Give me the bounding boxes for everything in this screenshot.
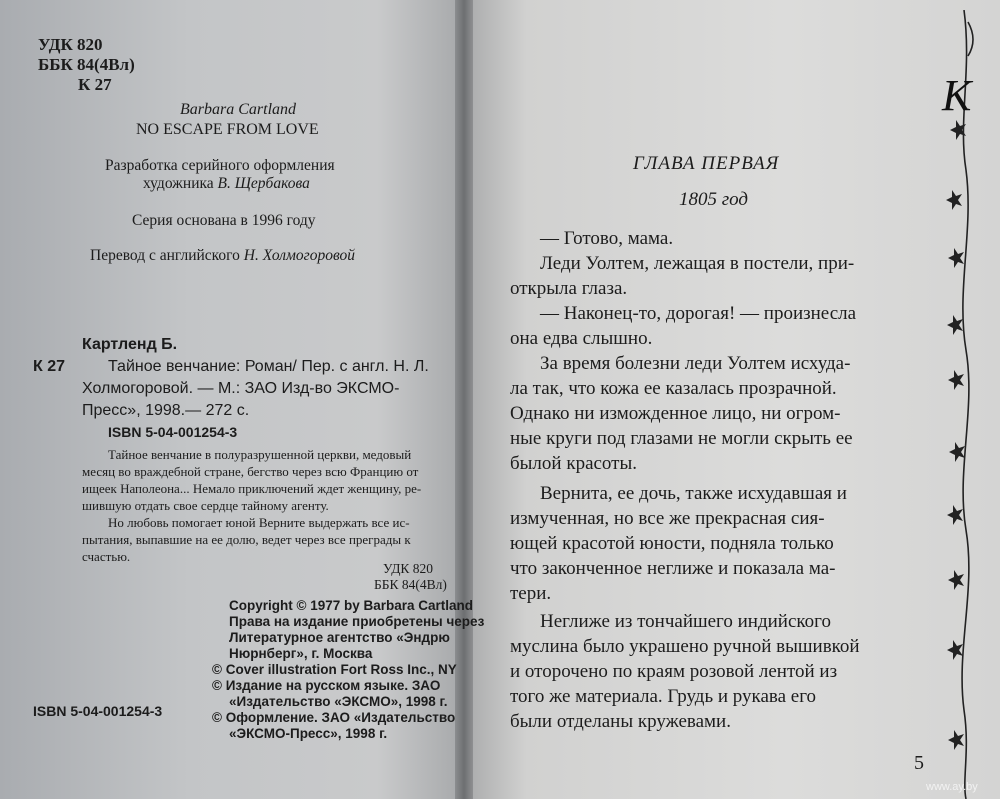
copyright-line: © Cover illustration Fort Ross Inc., NY (212, 662, 457, 677)
copyright-line: «Издательство «ЭКСМО», 1998 г. (229, 694, 448, 709)
text-line: тери. (510, 583, 552, 604)
annotation-line: пытания, выпавшие на ее долю, ведет через все преграды к (82, 532, 411, 547)
annotation-line: шившую отдать свое сердце тайному агенту. (82, 498, 329, 513)
text-line: ные круги под глазами не могли скрыть ее (510, 428, 853, 449)
text-line: ющей красотой юности, подняла только (510, 533, 834, 554)
text-line: — Наконец-то, дорогая! — произнесла (540, 303, 857, 324)
copyright-line: Литературное агентство «Эндрю (229, 630, 450, 645)
text-line: измученная, но все же прекрасная сия- (510, 508, 825, 529)
bib-line-2: Холмогоровой. — М.: ЗАО Изд-во ЭКСМО- (82, 380, 400, 397)
text-line: муслина было украшено ручной вышивкой (510, 636, 860, 657)
translation-note (90, 247, 355, 265)
text-line: ла так, что кожа ее казалась прозрачной. (510, 378, 837, 399)
bib-line-1: Тайное венчание: Роман/ Пер. с англ. Н. Л. (108, 358, 429, 375)
designer-name: В. Щербакова (217, 175, 310, 192)
text-line: былой красоты. (510, 453, 637, 474)
annotation-line: месяц во враждебной стране, бегство через всю Францию от (82, 464, 419, 479)
watermark: www.ay.by (926, 781, 978, 793)
text-line: Неглиже из тончайшего индийского (540, 611, 831, 632)
isbn-bottom: ISBN 5-04-001254-3 (33, 703, 163, 719)
bbk-bottom: ББК 84(4Вл) (374, 577, 447, 592)
annotation-line: ищеек Наполеона... Немало приключений ждет женщину, ре- (82, 481, 422, 496)
copyright-line: Copyright © 1977 by Barbara Cartland (229, 598, 474, 613)
copyright-line: Права на издание приобретены через (229, 614, 485, 629)
text-line: За время болезни леди Уолтем исхуда- (540, 353, 851, 374)
ornament-letter: К (942, 71, 972, 120)
copyright-line: © Издание на русском языке. ЗАО (212, 678, 441, 693)
text-line: открыла глаза. (510, 278, 628, 299)
annotation-line: Тайное венчание в полуразрушенной церкви, медовый (108, 447, 412, 462)
udk-bottom: УДК 820 (383, 561, 434, 576)
text-line: что законченное неглиже и показала ма- (510, 558, 836, 579)
catalog-card-code: К 27 (33, 358, 66, 375)
text-line: того же материала. Грудь и рукава его (510, 686, 817, 707)
ornament-vine-border (928, 10, 1000, 799)
text-line: она едва слышно. (510, 328, 653, 349)
original-title: NO ESCAPE FROM LOVE (136, 121, 319, 138)
udk-code: УДК 820 (38, 35, 103, 54)
annotation-line: счастью. (82, 549, 131, 564)
copyright-line: «ЭКСМО-Пресс», 1998 г. (229, 726, 388, 741)
translator-name: Н. Холмогоровой (243, 247, 355, 264)
book-gutter (455, 0, 473, 799)
text-line: и оторочено по краям розовой лентой из (510, 661, 838, 682)
text-line: были отделаны кружевами. (510, 711, 731, 732)
chapter-title: ГЛАВА ПЕРВАЯ (633, 153, 780, 174)
text-line: Вернита, ее дочь, также исхудавшая и (540, 483, 847, 504)
design-line-2 (143, 175, 310, 193)
author-mark: К 27 (78, 75, 112, 94)
isbn-main: ISBN 5-04-001254-3 (108, 424, 238, 440)
text-line: Леди Уолтем, лежащая в постели, при- (540, 253, 855, 274)
series-note: Серия основана в 1996 году (132, 212, 316, 229)
design-prefix: художника (143, 175, 214, 192)
text-line: Однако ни изможденное лицо, ни огром- (510, 403, 841, 424)
bbk-code: ББК 84(4Вл) (38, 55, 135, 74)
annotation-line: Но любовь помогает юной Верните выдержать все ис- (108, 515, 410, 530)
catalog-author: Картленд Б. (82, 336, 178, 353)
design-line-1: Разработка серийного оформления (105, 157, 335, 174)
bib-line-3: Пресс», 1998.— 272 с. (82, 402, 250, 419)
copyright-line: © Оформление. ЗАО «Издательство (212, 710, 456, 725)
text-line: — Готово, мама. (540, 228, 674, 249)
translation-prefix: Перевод с английского (90, 247, 240, 264)
copyright-line: Нюрнберг», г. Москва (229, 646, 373, 661)
chapter-year: 1805 год (679, 189, 749, 210)
page-number: 5 (914, 752, 924, 774)
original-author: Barbara Cartland (180, 101, 297, 118)
